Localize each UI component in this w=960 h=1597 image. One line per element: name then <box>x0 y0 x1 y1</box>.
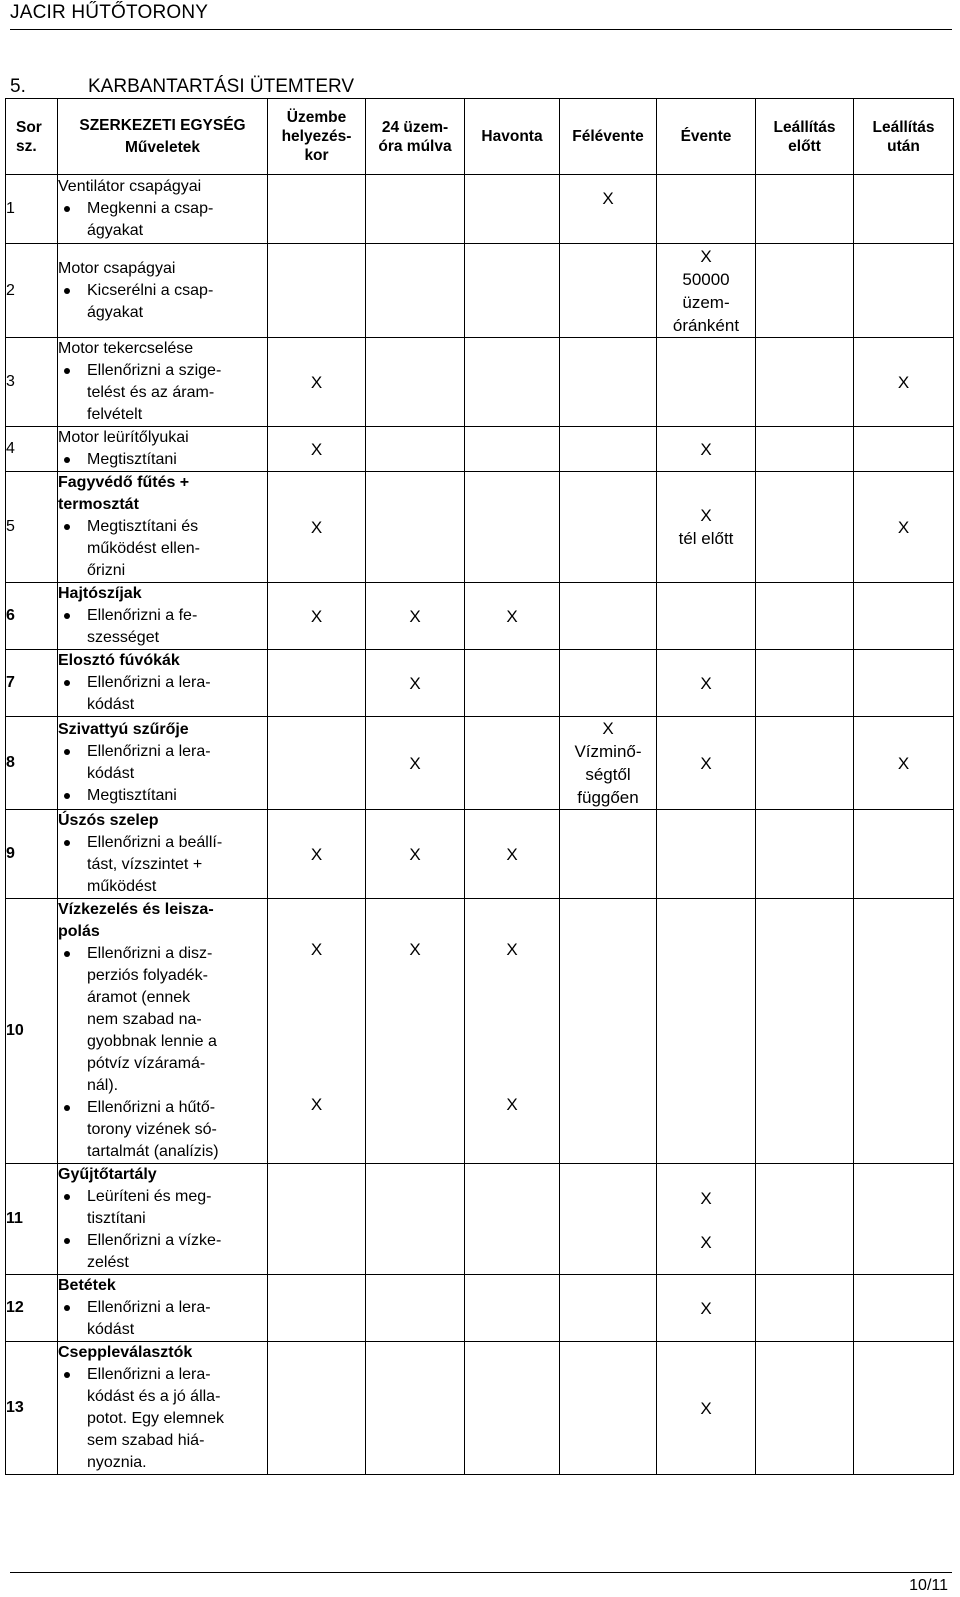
header-divider <box>10 29 952 30</box>
task-item: Leüríteni és meg- tisztítani <box>58 1186 267 1230</box>
task-item: Ellenőrizni a lera- kódást <box>58 672 267 716</box>
section-name: KARBANTARTÁSI ÜTEMTERV <box>88 76 355 97</box>
section-number: 5. <box>10 76 26 97</box>
table-row: 5 Fagyvédő fűtés + termosztát Megtisztítani és működést ellen- őrizni X X tél előtt X <box>6 472 954 583</box>
col-header-monthly: Havonta <box>465 99 560 175</box>
task-item: Ellenőrizni a vízke- zelést <box>58 1230 267 1274</box>
col-header-yearly: Évente <box>657 99 756 175</box>
maintenance-schedule-table <box>5 98 954 1475</box>
task-item: Ellenőrizni a szige- telést és az áram- felvételt <box>58 360 267 426</box>
task-item: Ellenőrizni a fe- szességet <box>58 605 267 649</box>
footer-divider <box>10 1572 952 1573</box>
col-header-before-shutdown: Leállítás előtt <box>756 99 854 175</box>
table-row: 12 Betétek Ellenőrizni a lera- kódást X <box>6 1275 954 1342</box>
task-item: Megtisztítani és működést ellen- őrizni <box>58 516 267 582</box>
table-header-row <box>6 99 954 175</box>
task-item: Megkenni a csap- ágyakat <box>58 198 267 242</box>
page-number: 10/11 <box>909 1577 948 1594</box>
task-item: Kicserélni a csap- ágyakat <box>58 280 267 324</box>
mark-yearly: X 50000 üzem- óránként <box>657 244 756 338</box>
col-header-after-24h: 24 üzem- óra múlva <box>366 99 465 175</box>
table-row: 4 Motor leürítőlyukai Megtisztítani X X <box>6 427 954 472</box>
table-row: 9 Úszós szelep Ellenőrizni a beállí- tást, vízszintet + működést X X X <box>6 810 954 899</box>
col-header-half-yearly: Félévente <box>560 99 657 175</box>
table-row: 8 Szivattyú szűrője Ellenőrizni a lera- kódást Megtisztítani X X Vízminő- ségtől függően X X <box>6 717 954 810</box>
task-item: Megtisztítani <box>58 785 267 807</box>
table-row: 10 Vízkezelés és leisza- polás Ellenőrizni a disz- perziós folyadék- áramot (ennek nem szabad na- gyobbnak lennie a pótvíz vízáramá- nál). Ellenőrizni a hűtő- torony vizének só- tartalmát (analízis) X X X X X <box>6 899 954 1164</box>
mark-after-shutdown: X <box>854 338 954 427</box>
table-row: 3 Motor tekercselése Ellenőrizni a szige- telést és az áram- felvételt X X <box>6 338 954 427</box>
mark-half-yearly: X <box>560 175 657 244</box>
col-header-row-number: Sor sz. <box>6 99 58 175</box>
col-header-after-shutdown: Leállítás után <box>854 99 954 175</box>
table-row <box>6 175 954 244</box>
row-number: 1 <box>6 175 58 244</box>
task-item: Ellenőrizni a lera- kódást <box>58 741 267 785</box>
task-item: Megtisztítani <box>58 449 267 471</box>
task-item: Ellenőrizni a lera- kódást <box>58 1297 267 1341</box>
task-item: Ellenőrizni a hűtő- torony vizének só- tartalmát (analízis) <box>58 1097 267 1163</box>
table-row: 11 Gyűjtőtartály Leüríteni és meg- tisztítani Ellenőrizni a vízke- zelést X X <box>6 1164 954 1275</box>
unit-title: Ventilátor csapágyai <box>58 178 202 195</box>
operation-cell <box>58 175 268 244</box>
table-row: 7 Elosztó fúvókák Ellenőrizni a lera- kódást X X <box>6 650 954 717</box>
task-item: Ellenőrizni a beállí- tást, vízszintet + működést <box>58 832 267 898</box>
table-row: 2 Motor csapágyai Kicserélni a csap- ágyakat X 50000 üzem- óránként <box>6 244 954 338</box>
col-header-structural-unit: SZERKEZETI EGYSÉG Műveletek <box>58 99 268 175</box>
table-row: 13 Cseppleválasztók Ellenőrizni a lera- kódást és a jó álla- potot. Egy elemnek sem szabad hiá- nyoznia. X <box>6 1342 954 1475</box>
document-header-title: JACIR HŰTŐTORONY <box>10 2 209 23</box>
col-header-commissioning: Üzembe helyezés- kor <box>268 99 366 175</box>
mark-commissioning: X <box>268 338 366 427</box>
task-item: Ellenőrizni a lera- kódást és a jó álla- potot. Egy elemnek sem szabad hiá- nyoznia. <box>58 1364 267 1474</box>
section-title <box>10 76 354 98</box>
task-item: Ellenőrizni a disz- perziós folyadék- áramot (ennek nem szabad na- gyobbnak lennie a pótvíz vízáramá- nál). <box>58 943 267 1097</box>
table-row: 6 Hajtószíjak Ellenőrizni a fe- szességet X X X <box>6 583 954 650</box>
